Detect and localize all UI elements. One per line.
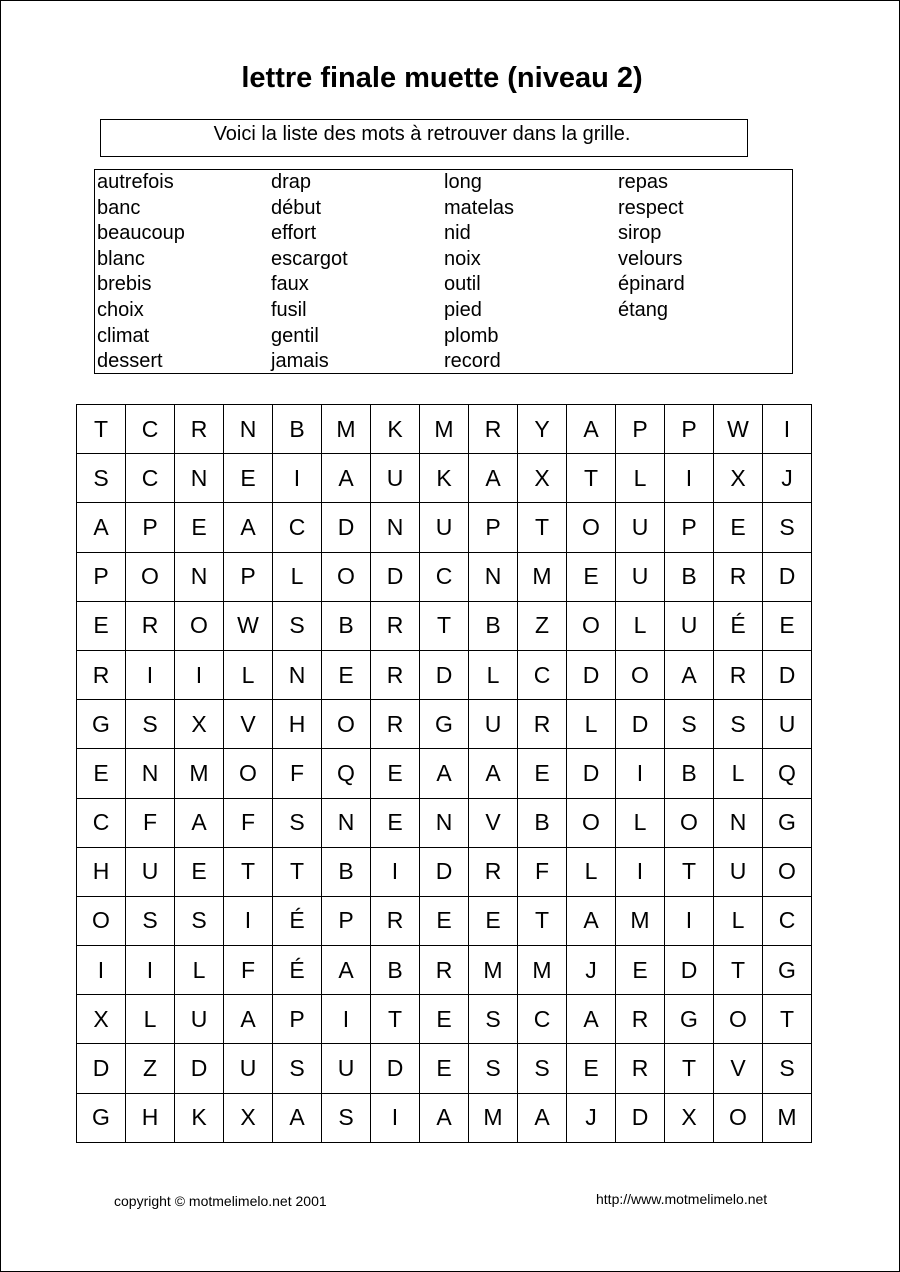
- grid-cell[interactable]: D: [616, 700, 665, 749]
- grid-cell[interactable]: N: [175, 454, 224, 503]
- grid-cell[interactable]: M: [469, 1093, 518, 1142]
- grid-cell[interactable]: O: [175, 601, 224, 650]
- word-item: noix: [444, 247, 481, 270]
- grid-row: [77, 552, 812, 601]
- word-item: autrefois: [97, 171, 174, 193]
- grid-cell[interactable]: S: [273, 601, 322, 650]
- grid-row: [77, 1044, 812, 1093]
- grid-cell[interactable]: J: [763, 454, 812, 503]
- grid-cell[interactable]: C: [420, 552, 469, 601]
- grid-cell[interactable]: S: [77, 454, 126, 503]
- grid-cell[interactable]: L: [616, 601, 665, 650]
- grid-cell[interactable]: I: [175, 650, 224, 699]
- grid-cell[interactable]: O: [714, 1093, 763, 1142]
- grid-cell[interactable]: S: [763, 503, 812, 552]
- grid-cell[interactable]: D: [567, 749, 616, 798]
- grid-cell[interactable]: P: [224, 552, 273, 601]
- grid-cell[interactable]: R: [469, 405, 518, 454]
- word-item: dessert: [97, 350, 163, 373]
- word-item: escargot: [271, 247, 348, 270]
- grid-cell[interactable]: K: [371, 405, 420, 454]
- grid-cell[interactable]: É: [714, 601, 763, 650]
- grid-cell[interactable]: O: [714, 995, 763, 1044]
- instruction-box: [100, 119, 748, 157]
- word-item: banc: [97, 196, 141, 219]
- word-item: épinard: [618, 273, 685, 296]
- grid-cell[interactable]: M: [420, 405, 469, 454]
- grid-cell[interactable]: R: [518, 700, 567, 749]
- grid-cell[interactable]: M: [322, 405, 371, 454]
- grid-row: [77, 700, 812, 749]
- grid-cell[interactable]: O: [567, 798, 616, 847]
- grid-cell[interactable]: F: [224, 798, 273, 847]
- grid-cell[interactable]: U: [665, 601, 714, 650]
- grid-cell[interactable]: S: [469, 1044, 518, 1093]
- grid-cell[interactable]: A: [469, 454, 518, 503]
- word-item: début: [271, 196, 322, 219]
- grid-cell[interactable]: C: [77, 798, 126, 847]
- grid-cell[interactable]: A: [665, 650, 714, 699]
- grid-cell[interactable]: H: [126, 1093, 175, 1142]
- grid-cell[interactable]: H: [273, 700, 322, 749]
- grid-cell[interactable]: P: [665, 405, 714, 454]
- grid-row: [77, 601, 812, 650]
- grid-cell[interactable]: G: [665, 995, 714, 1044]
- grid-cell[interactable]: J: [567, 1093, 616, 1142]
- grid-cell[interactable]: P: [616, 405, 665, 454]
- grid-cell[interactable]: T: [567, 454, 616, 503]
- grid-cell[interactable]: O: [616, 650, 665, 699]
- grid-cell[interactable]: C: [763, 896, 812, 945]
- grid-cell[interactable]: N: [126, 749, 175, 798]
- grid-cell[interactable]: E: [567, 552, 616, 601]
- grid-cell[interactable]: É: [273, 896, 322, 945]
- grid-cell[interactable]: E: [322, 650, 371, 699]
- grid-cell[interactable]: A: [469, 749, 518, 798]
- grid-cell[interactable]: I: [322, 995, 371, 1044]
- grid-cell[interactable]: E: [175, 847, 224, 896]
- grid-cell[interactable]: E: [77, 749, 126, 798]
- grid-cell[interactable]: V: [714, 1044, 763, 1093]
- grid-cell[interactable]: A: [420, 749, 469, 798]
- grid-cell[interactable]: S: [322, 1093, 371, 1142]
- grid-cell[interactable]: U: [322, 1044, 371, 1093]
- grid-cell[interactable]: O: [567, 601, 616, 650]
- site-url: http://www.motmelimelo.net: [596, 1191, 768, 1207]
- grid-cell[interactable]: R: [616, 995, 665, 1044]
- grid-cell[interactable]: T: [273, 847, 322, 896]
- grid-row: [77, 946, 812, 995]
- grid-cell[interactable]: S: [175, 896, 224, 945]
- grid-cell[interactable]: C: [126, 454, 175, 503]
- grid-cell[interactable]: I: [371, 847, 420, 896]
- grid-cell[interactable]: C: [518, 995, 567, 1044]
- grid-row: [77, 405, 812, 454]
- grid-cell[interactable]: O: [77, 896, 126, 945]
- grid-cell[interactable]: L: [126, 995, 175, 1044]
- grid-cell[interactable]: E: [616, 946, 665, 995]
- grid-cell[interactable]: L: [714, 896, 763, 945]
- grid-cell[interactable]: U: [371, 454, 420, 503]
- grid-cell[interactable]: O: [322, 552, 371, 601]
- grid-cell[interactable]: K: [175, 1093, 224, 1142]
- grid-row: [77, 454, 812, 503]
- grid-cell[interactable]: D: [420, 847, 469, 896]
- grid-cell[interactable]: T: [763, 995, 812, 1044]
- grid-cell[interactable]: R: [371, 650, 420, 699]
- grid-cell[interactable]: N: [714, 798, 763, 847]
- word-item: repas: [618, 171, 669, 193]
- grid-cell[interactable]: M: [518, 552, 567, 601]
- grid-cell[interactable]: D: [371, 1044, 420, 1093]
- grid-cell[interactable]: D: [371, 552, 420, 601]
- word-item: étang: [618, 298, 669, 321]
- grid-cell[interactable]: S: [665, 700, 714, 749]
- word-item: beaucoup: [97, 222, 185, 245]
- grid-cell[interactable]: F: [126, 798, 175, 847]
- grid-cell[interactable]: R: [714, 552, 763, 601]
- grid-cell[interactable]: L: [714, 749, 763, 798]
- grid-cell[interactable]: X: [77, 995, 126, 1044]
- grid-cell[interactable]: U: [420, 503, 469, 552]
- word-item: respect: [618, 196, 684, 219]
- grid-cell[interactable]: N: [175, 552, 224, 601]
- grid-cell[interactable]: U: [714, 847, 763, 896]
- grid-cell[interactable]: R: [371, 896, 420, 945]
- grid-cell[interactable]: I: [273, 454, 322, 503]
- word-item: blanc: [97, 247, 145, 270]
- grid-cell[interactable]: T: [665, 1044, 714, 1093]
- grid-row: [77, 847, 812, 896]
- grid-cell[interactable]: A: [224, 995, 273, 1044]
- grid-cell[interactable]: N: [469, 552, 518, 601]
- grid-row: [77, 749, 812, 798]
- grid-cell[interactable]: U: [224, 1044, 273, 1093]
- grid-cell[interactable]: G: [77, 700, 126, 749]
- word-column: [444, 170, 514, 375]
- word-column: [97, 170, 185, 375]
- word-item: choix: [97, 298, 144, 321]
- grid-cell[interactable]: G: [420, 700, 469, 749]
- grid-row: [77, 798, 812, 847]
- grid-cell[interactable]: U: [616, 503, 665, 552]
- grid-cell[interactable]: O: [665, 798, 714, 847]
- page-title: lettre finale muette (niveau 2): [241, 62, 643, 94]
- grid-cell[interactable]: L: [567, 847, 616, 896]
- word-list: [94, 169, 793, 374]
- grid-cell[interactable]: S: [273, 798, 322, 847]
- grid-cell[interactable]: B: [322, 601, 371, 650]
- grid-cell[interactable]: A: [518, 1093, 567, 1142]
- grid-cell[interactable]: X: [518, 454, 567, 503]
- grid-cell[interactable]: T: [714, 946, 763, 995]
- grid-cell[interactable]: A: [224, 503, 273, 552]
- grid-cell[interactable]: D: [665, 946, 714, 995]
- grid-cell[interactable]: S: [126, 700, 175, 749]
- grid-cell[interactable]: R: [371, 601, 420, 650]
- word-column: [618, 170, 685, 324]
- grid-cell[interactable]: T: [518, 896, 567, 945]
- grid-cell[interactable]: L: [175, 946, 224, 995]
- grid-cell[interactable]: R: [371, 700, 420, 749]
- word-item: plomb: [444, 324, 499, 347]
- grid-cell[interactable]: B: [273, 405, 322, 454]
- grid-cell[interactable]: B: [322, 847, 371, 896]
- word-item: record: [444, 350, 501, 373]
- grid-cell[interactable]: P: [665, 503, 714, 552]
- grid-cell[interactable]: I: [77, 946, 126, 995]
- word-item: climat: [97, 324, 150, 347]
- grid-cell[interactable]: I: [616, 847, 665, 896]
- grid-cell[interactable]: S: [714, 700, 763, 749]
- grid-cell[interactable]: I: [126, 946, 175, 995]
- word-item: fusil: [271, 298, 307, 321]
- grid-cell[interactable]: E: [567, 1044, 616, 1093]
- grid-cell[interactable]: D: [763, 552, 812, 601]
- grid-cell[interactable]: B: [469, 601, 518, 650]
- grid-cell[interactable]: T: [518, 503, 567, 552]
- grid-cell[interactable]: E: [469, 896, 518, 945]
- grid-cell[interactable]: T: [420, 601, 469, 650]
- grid-cell[interactable]: A: [322, 454, 371, 503]
- grid-cell[interactable]: E: [224, 454, 273, 503]
- grid-cell[interactable]: X: [665, 1093, 714, 1142]
- grid-cell[interactable]: S: [469, 995, 518, 1044]
- grid-cell[interactable]: D: [175, 1044, 224, 1093]
- word-item: jamais: [271, 350, 329, 373]
- grid-cell[interactable]: D: [763, 650, 812, 699]
- grid-cell[interactable]: O: [224, 749, 273, 798]
- grid-cell[interactable]: R: [175, 405, 224, 454]
- grid-cell[interactable]: I: [371, 1093, 420, 1142]
- grid-cell[interactable]: R: [126, 601, 175, 650]
- word-column: [271, 170, 348, 375]
- grid-cell[interactable]: L: [224, 650, 273, 699]
- grid-cell[interactable]: B: [518, 798, 567, 847]
- grid-cell[interactable]: N: [224, 405, 273, 454]
- grid-cell[interactable]: P: [322, 896, 371, 945]
- grid-cell[interactable]: G: [763, 946, 812, 995]
- grid-cell[interactable]: A: [567, 995, 616, 1044]
- grid-cell[interactable]: M: [469, 946, 518, 995]
- grid-cell[interactable]: S: [126, 896, 175, 945]
- grid-cell[interactable]: A: [420, 1093, 469, 1142]
- grid-cell[interactable]: C: [518, 650, 567, 699]
- grid-cell[interactable]: E: [518, 749, 567, 798]
- grid-cell[interactable]: Y: [518, 405, 567, 454]
- grid-cell[interactable]: V: [224, 700, 273, 749]
- grid-cell[interactable]: O: [322, 700, 371, 749]
- grid-cell[interactable]: A: [322, 946, 371, 995]
- grid-cell[interactable]: R: [469, 847, 518, 896]
- grid-cell[interactable]: O: [126, 552, 175, 601]
- grid-cell[interactable]: Z: [126, 1044, 175, 1093]
- grid-cell[interactable]: Q: [763, 749, 812, 798]
- grid-cell[interactable]: S: [763, 1044, 812, 1093]
- grid-row: [77, 1093, 812, 1142]
- grid-cell[interactable]: C: [126, 405, 175, 454]
- word-item: nid: [444, 222, 471, 245]
- grid-cell[interactable]: G: [763, 798, 812, 847]
- grid-cell[interactable]: E: [77, 601, 126, 650]
- word-item: gentil: [271, 324, 319, 347]
- grid-cell[interactable]: Z: [518, 601, 567, 650]
- grid-cell[interactable]: I: [126, 650, 175, 699]
- grid-cell[interactable]: W: [224, 601, 273, 650]
- grid-cell[interactable]: M: [616, 896, 665, 945]
- grid-cell[interactable]: T: [77, 405, 126, 454]
- grid-cell[interactable]: R: [714, 650, 763, 699]
- grid-cell[interactable]: U: [175, 995, 224, 1044]
- grid-cell[interactable]: P: [273, 995, 322, 1044]
- word-item: velours: [618, 247, 683, 270]
- grid-cell[interactable]: G: [77, 1093, 126, 1142]
- grid-cell[interactable]: R: [420, 946, 469, 995]
- grid-cell[interactable]: V: [469, 798, 518, 847]
- instruction-text: Voici la liste des mots à retrouver dans la grille.: [213, 123, 631, 145]
- grid-cell[interactable]: E: [714, 503, 763, 552]
- grid-cell[interactable]: B: [371, 946, 420, 995]
- grid-cell[interactable]: T: [371, 995, 420, 1044]
- grid-cell[interactable]: F: [273, 749, 322, 798]
- grid-cell[interactable]: A: [175, 798, 224, 847]
- word-item: long: [444, 171, 482, 193]
- word-item: sirop: [618, 222, 662, 245]
- word-item: drap: [271, 171, 312, 193]
- word-item: pied: [444, 298, 482, 321]
- grid-cell[interactable]: I: [665, 896, 714, 945]
- grid-cell[interactable]: A: [77, 503, 126, 552]
- word-item: brebis: [97, 273, 152, 296]
- grid-cell[interactable]: J: [567, 946, 616, 995]
- grid-cell[interactable]: W: [714, 405, 763, 454]
- word-item: outil: [444, 273, 481, 296]
- grid-cell[interactable]: I: [224, 896, 273, 945]
- grid-cell[interactable]: P: [126, 503, 175, 552]
- grid-cell[interactable]: E: [175, 503, 224, 552]
- grid-cell[interactable]: N: [371, 503, 420, 552]
- grid-cell[interactable]: O: [567, 503, 616, 552]
- grid-cell[interactable]: R: [616, 1044, 665, 1093]
- grid-cell[interactable]: I: [763, 405, 812, 454]
- word-item: matelas: [444, 196, 515, 219]
- letter-grid: [76, 404, 812, 1143]
- grid-cell[interactable]: S: [518, 1044, 567, 1093]
- grid-cell[interactable]: L: [273, 552, 322, 601]
- grid-cell[interactable]: E: [763, 601, 812, 650]
- grid-cell[interactable]: D: [322, 503, 371, 552]
- grid-cell[interactable]: R: [77, 650, 126, 699]
- grid-cell[interactable]: L: [567, 700, 616, 749]
- grid-cell[interactable]: A: [273, 1093, 322, 1142]
- grid-cell[interactable]: U: [763, 700, 812, 749]
- grid-cell[interactable]: B: [665, 749, 714, 798]
- grid-cell[interactable]: O: [763, 847, 812, 896]
- grid-cell[interactable]: U: [469, 700, 518, 749]
- grid-cell[interactable]: I: [616, 749, 665, 798]
- word-item: effort: [271, 222, 317, 245]
- grid-row: [77, 995, 812, 1044]
- grid-cell[interactable]: M: [763, 1093, 812, 1142]
- grid-cell[interactable]: P: [469, 503, 518, 552]
- grid-cell[interactable]: I: [665, 454, 714, 503]
- grid-cell[interactable]: C: [273, 503, 322, 552]
- grid-cell[interactable]: D: [616, 1093, 665, 1142]
- grid-cell[interactable]: X: [175, 700, 224, 749]
- grid-cell[interactable]: É: [273, 946, 322, 995]
- grid-row: [77, 503, 812, 552]
- grid-cell[interactable]: D: [77, 1044, 126, 1093]
- grid-cell[interactable]: L: [469, 650, 518, 699]
- grid-cell[interactable]: S: [273, 1044, 322, 1093]
- word-item: faux: [271, 273, 309, 296]
- grid-cell[interactable]: N: [273, 650, 322, 699]
- grid-cell[interactable]: M: [175, 749, 224, 798]
- grid-cell[interactable]: L: [616, 798, 665, 847]
- grid-cell[interactable]: F: [518, 847, 567, 896]
- grid-cell[interactable]: P: [77, 552, 126, 601]
- grid-cell[interactable]: B: [665, 552, 714, 601]
- grid-cell[interactable]: E: [371, 798, 420, 847]
- grid-row: [77, 650, 812, 699]
- grid-cell[interactable]: E: [420, 1044, 469, 1093]
- grid-cell[interactable]: N: [322, 798, 371, 847]
- grid-cell[interactable]: E: [371, 749, 420, 798]
- grid-cell[interactable]: M: [518, 946, 567, 995]
- grid-cell[interactable]: D: [567, 650, 616, 699]
- grid-cell[interactable]: F: [224, 946, 273, 995]
- grid-cell[interactable]: N: [420, 798, 469, 847]
- grid-cell[interactable]: H: [77, 847, 126, 896]
- grid-cell[interactable]: E: [420, 995, 469, 1044]
- copyright-notice: copyright © motmelimelo.net 2001: [114, 1193, 327, 1209]
- grid-cell[interactable]: Q: [322, 749, 371, 798]
- grid-cell[interactable]: U: [616, 552, 665, 601]
- grid-cell[interactable]: K: [420, 454, 469, 503]
- grid-cell[interactable]: A: [567, 896, 616, 945]
- grid-row: [77, 896, 812, 945]
- grid-cell[interactable]: E: [420, 896, 469, 945]
- grid-cell[interactable]: T: [665, 847, 714, 896]
- grid-cell[interactable]: U: [126, 847, 175, 896]
- grid-cell[interactable]: L: [616, 454, 665, 503]
- grid-cell[interactable]: T: [224, 847, 273, 896]
- grid-cell[interactable]: D: [420, 650, 469, 699]
- grid-cell[interactable]: X: [224, 1093, 273, 1142]
- grid-cell[interactable]: A: [567, 405, 616, 454]
- grid-cell[interactable]: X: [714, 454, 763, 503]
